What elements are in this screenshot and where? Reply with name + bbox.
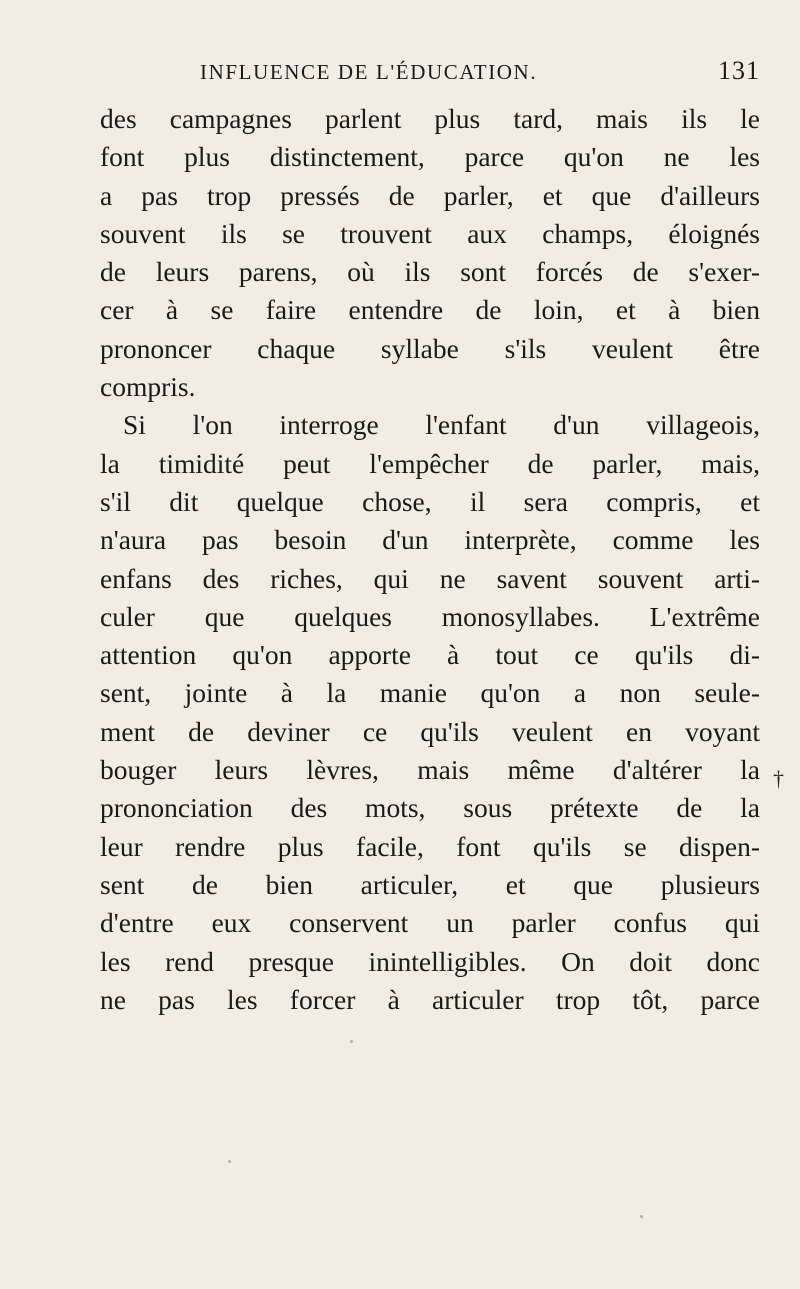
body-text [100, 100, 760, 1019]
text-line: les rend presque inintelligibles. On doit donc [100, 945, 760, 977]
running-head [200, 56, 760, 94]
text-line: attention qu'on apporte à tout ce qu'ils di- [100, 639, 760, 671]
text-line: s'il dit quelque chose, il sera compris, et [100, 485, 760, 517]
text-line: d'entre eux conservent un parler confus qui [100, 907, 760, 939]
text-line: ne pas les forcer à articuler trop tôt, parce [100, 983, 760, 1015]
text-line: prononciation des mots, sous prétexte de la [100, 792, 760, 824]
text-line: leur rendre plus facile, font qu'ils se dispen- [100, 830, 760, 862]
text-line: Si l'on interroge l'enfant d'un villageois, [123, 409, 760, 441]
text-line: sent, jointe à la manie qu'on a non seule- [100, 677, 760, 709]
page-number: 131 [718, 56, 760, 85]
paper-speck [350, 1040, 353, 1043]
text-line: compris. [100, 371, 196, 403]
text-line: sent de bien articuler, et que plusieurs [100, 868, 760, 900]
text-line: culer que quelques monosyllabes. L'extrême [100, 600, 760, 632]
paper-speck [228, 1160, 231, 1163]
text-line: a pas trop pressés de parler, et que d'ailleurs [100, 179, 760, 211]
text-line: n'aura pas besoin d'un interprète, comme les [100, 524, 760, 556]
text-line: enfans des riches, qui ne savent souvent arti- [100, 562, 760, 594]
text-line: ment de deviner ce qu'ils veulent en voyant [100, 715, 760, 747]
margin-mark-icon: † [773, 766, 784, 791]
text-line: des campagnes parlent plus tard, mais ils le [100, 103, 760, 134]
text-line: souvent ils se trouvent aux champs, éloignés [100, 217, 760, 249]
text-line: font plus distinctement, parce qu'on ne les [100, 141, 760, 173]
text-line: la timidité peut l'empêcher de parler, mais, [100, 447, 760, 479]
text-line: prononcer chaque syllabe s'ils veulent être [100, 332, 760, 364]
running-title: INFLUENCE DE L'ÉDUCATION. [200, 60, 538, 84]
text-line: cer à se faire entendre de loin, et à bien [100, 294, 760, 326]
paper-speck [640, 1215, 643, 1218]
text-line: bouger leurs lèvres, mais même d'altérer la [100, 754, 760, 786]
text-line: de leurs parens, où ils sont forcés de s'exer- [100, 256, 760, 288]
